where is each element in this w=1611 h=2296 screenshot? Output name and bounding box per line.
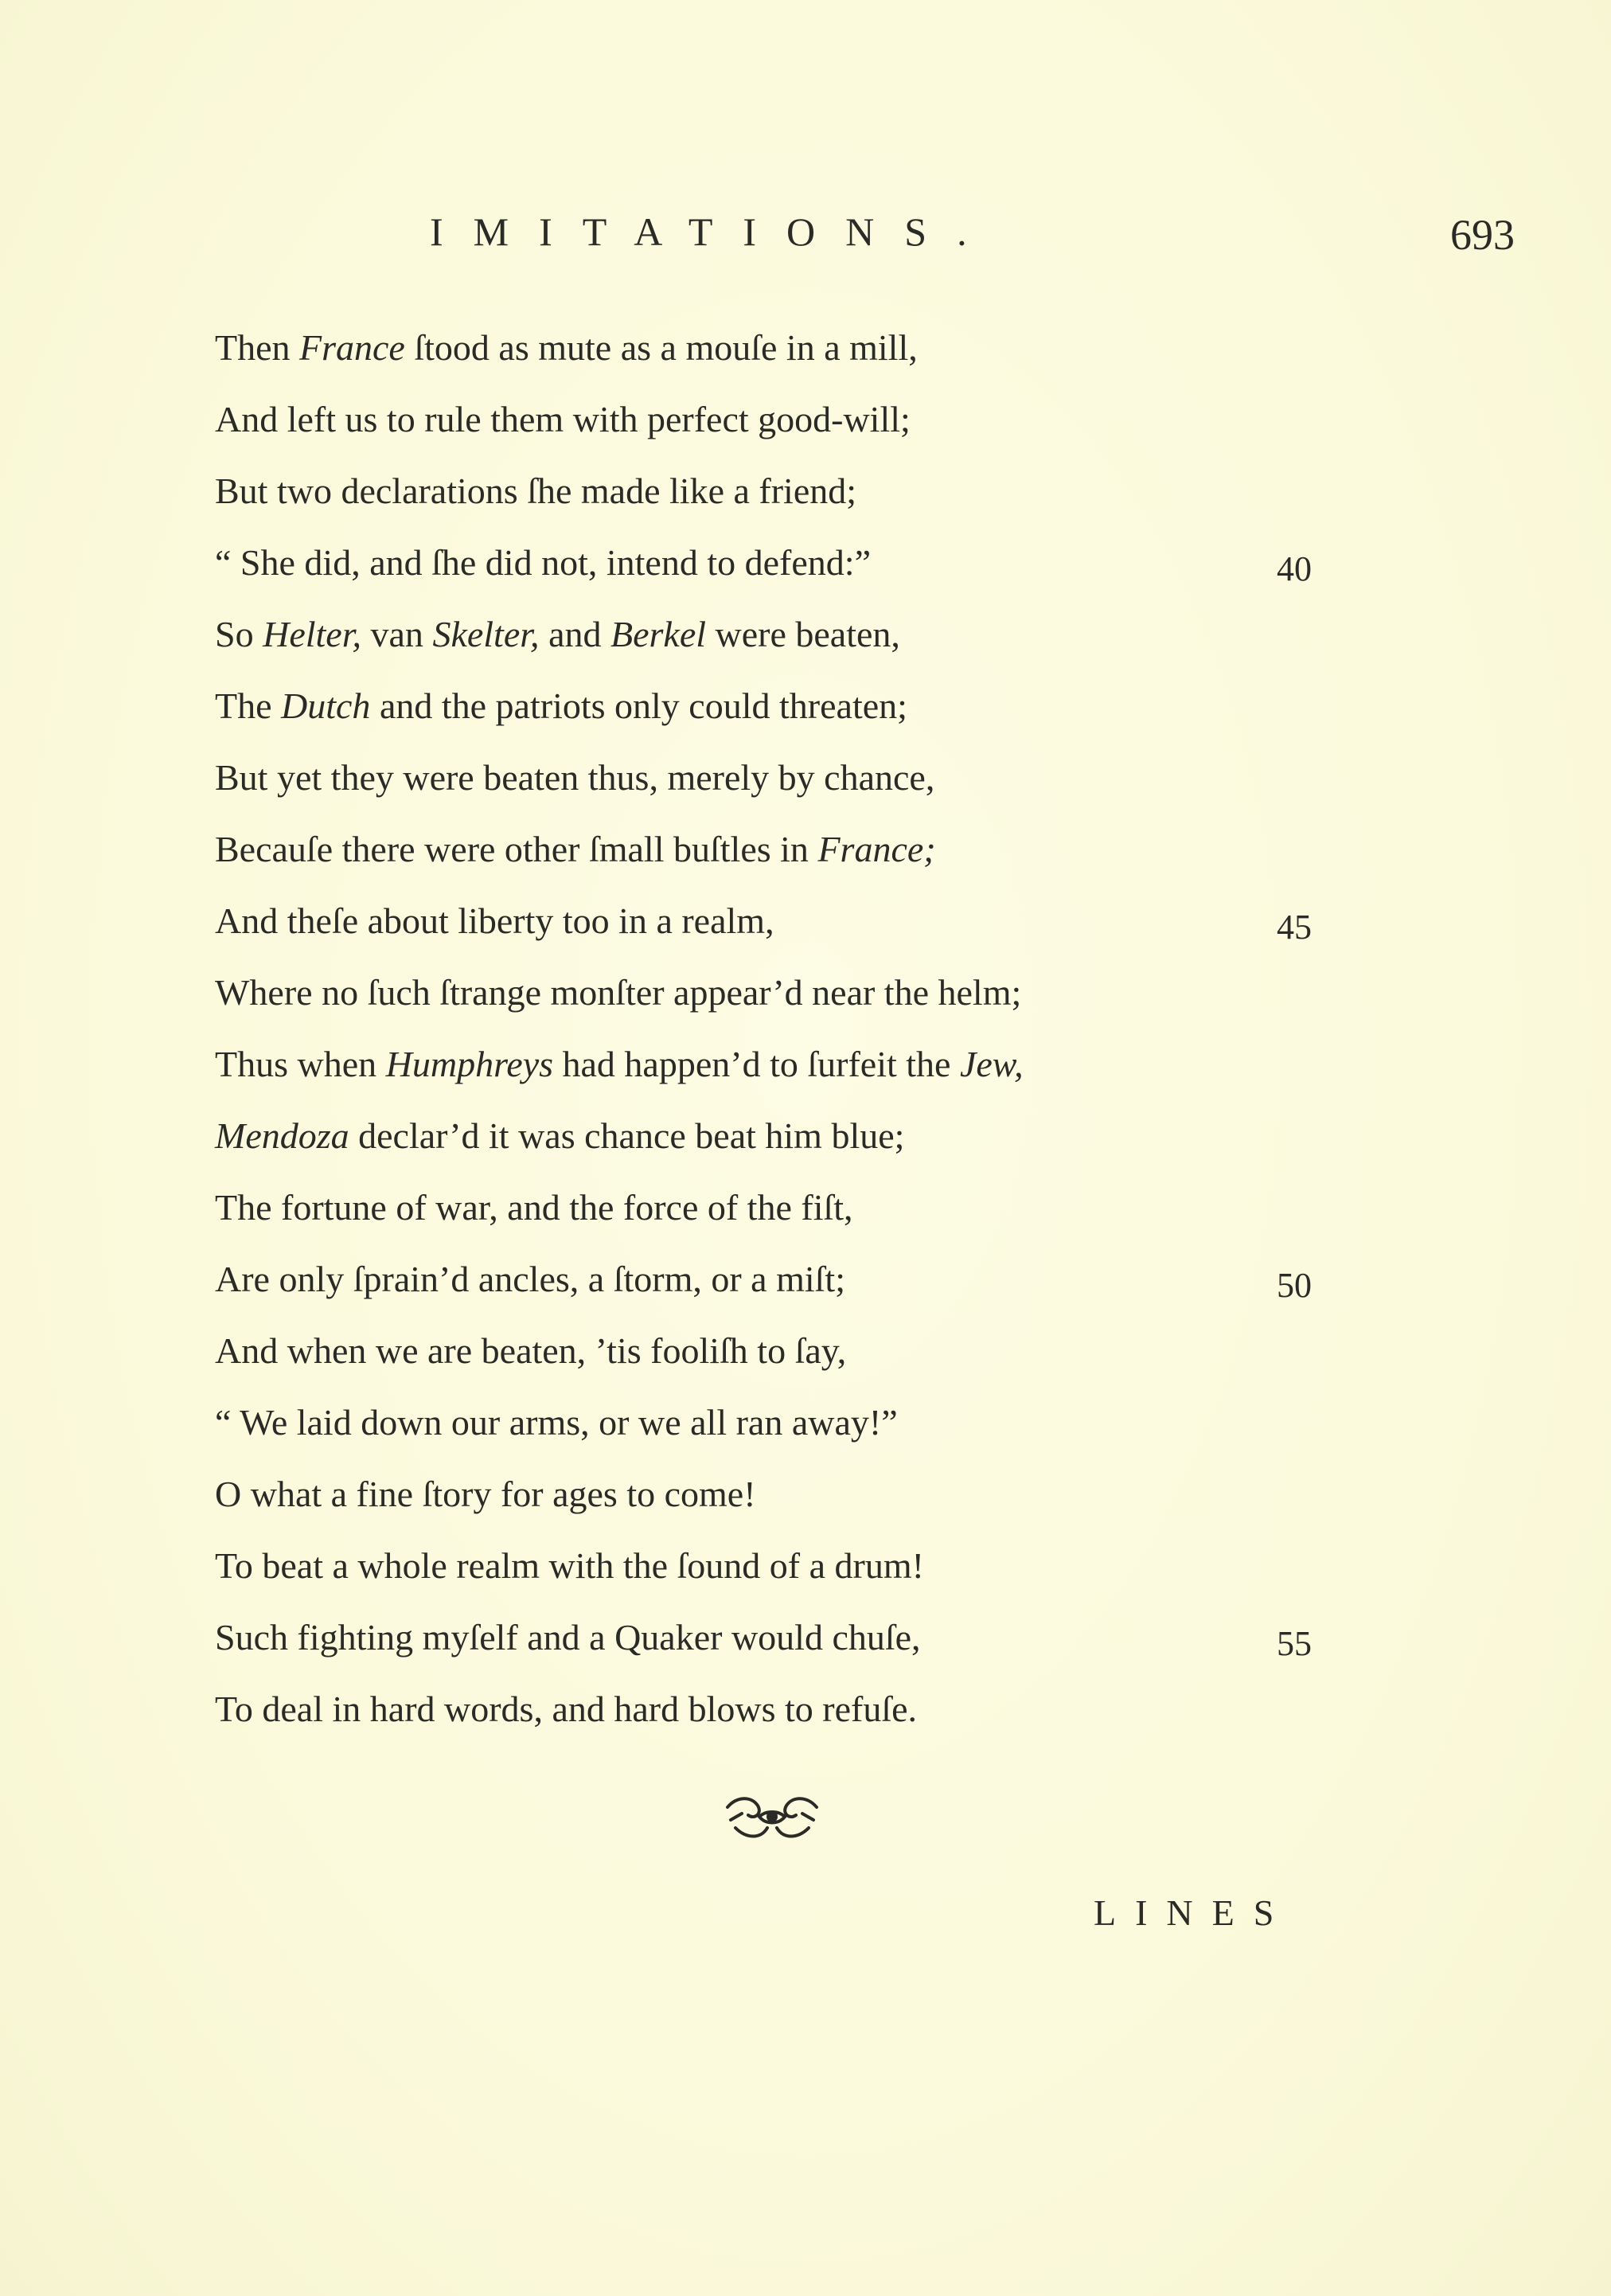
poem-line — [215, 1458, 1393, 1530]
poem-line — [215, 670, 1393, 742]
poem-line — [215, 1100, 1393, 1172]
text-segment: ſtood as mute as a mouſe in a mill, — [404, 327, 918, 368]
poem-line — [215, 1387, 1393, 1458]
poem-line-text — [215, 1474, 756, 1514]
italic-segment: Humphreys — [385, 1044, 554, 1084]
line-number: 45 — [1277, 908, 1312, 947]
poem-line-text — [215, 829, 936, 869]
poem-line — [215, 312, 1393, 384]
poem-line-text — [215, 1259, 845, 1299]
text-segment: Then — [215, 327, 300, 368]
poem-line — [215, 599, 1393, 670]
poem-line — [215, 1315, 1393, 1387]
poem-line-text — [215, 327, 918, 368]
text-segment: And theſe about liberty too in a realm, — [215, 900, 774, 941]
text-segment: declar’d it was chance beat him blue; — [349, 1115, 905, 1156]
text-segment: Thus when — [215, 1044, 386, 1084]
poem-line — [215, 455, 1393, 527]
text-segment: The fortune of war, and the force of the fiſt, — [215, 1187, 853, 1228]
poem-line — [215, 1172, 1393, 1244]
italic-segment: Skelter, — [432, 614, 540, 654]
text-segment: had happen’d to ſurfeit the — [553, 1044, 960, 1084]
italic-segment: France — [299, 327, 405, 368]
italic-segment: France; — [817, 829, 936, 869]
poem-line-text — [215, 1617, 921, 1658]
poem-line — [215, 1029, 1393, 1100]
poem-line-text — [215, 972, 1021, 1013]
italic-segment: Jew, — [959, 1044, 1024, 1084]
running-title: IMITATIONS. — [430, 209, 997, 254]
text-segment: Such fighting myſelf and a Quaker would chuſe, — [215, 1617, 921, 1658]
poem-line-text — [215, 1330, 846, 1371]
text-segment: To beat a whole realm with the ſound of a drum! — [215, 1545, 924, 1586]
text-segment: and — [539, 614, 610, 654]
poem-line-text — [215, 900, 774, 941]
poem-line-text — [215, 1115, 904, 1156]
text-segment: And when we are beaten, ’tis fooliſh to ſay, — [215, 1330, 847, 1371]
line-number: 50 — [1277, 1266, 1312, 1305]
italic-segment: Helter, — [263, 614, 362, 654]
text-segment: To deal in hard words, and hard blows to refuſe. — [215, 1689, 918, 1729]
text-segment: and the patriots only could threaten; — [370, 685, 907, 726]
text-segment: van — [361, 614, 433, 654]
text-segment: And left us to rule them with perfect good-will; — [215, 399, 911, 439]
poem-line-text — [215, 757, 934, 798]
page-number: 693 — [1450, 211, 1515, 259]
poem-line — [215, 885, 1393, 957]
text-segment: were beaten, — [706, 614, 900, 654]
poem-line-text — [215, 1044, 1024, 1084]
italic-segment: Mendoza — [215, 1115, 349, 1156]
text-segment: “ We laid down our arms, or we all ran away!” — [215, 1402, 898, 1443]
line-number: 55 — [1277, 1624, 1312, 1663]
catchword: LINES — [1094, 1892, 1293, 1933]
text-segment: “ She did, and ſhe did not, intend to defend:” — [215, 542, 871, 583]
poem-line — [215, 742, 1393, 814]
text-segment: So — [215, 614, 263, 654]
poem-line-text — [215, 399, 911, 439]
poem-line — [215, 527, 1393, 599]
poem-line-text — [215, 685, 907, 726]
text-segment: O what a fine ſtory for ages to come! — [215, 1474, 756, 1514]
text-segment: Becauſe there were other ſmall buſtles in — [215, 829, 818, 869]
poem-line — [215, 384, 1393, 455]
poem-line-text — [215, 614, 900, 654]
poem-line — [215, 1602, 1393, 1673]
poem-line — [215, 957, 1393, 1029]
text-segment: Where no ſuch ſtrange monſter appear’d near the helm; — [215, 972, 1022, 1013]
text-segment: The — [215, 685, 282, 726]
text-segment: But two declarations ſhe made like a friend; — [215, 471, 857, 511]
poem-line-text — [215, 1545, 924, 1586]
poem-line — [215, 814, 1393, 885]
poem-line-text — [215, 1402, 898, 1443]
poem-line-text — [215, 1689, 917, 1729]
text-segment: But yet they were beaten thus, merely by chance, — [215, 757, 935, 798]
line-number: 40 — [1277, 549, 1312, 588]
poem-line — [215, 1673, 1393, 1745]
poem-line-text — [215, 542, 871, 583]
poem-body — [215, 312, 1393, 1745]
printer-ornament — [720, 1793, 825, 1844]
text-segment: Are only ſprain’d ancles, a ſtorm, or a miſt; — [215, 1259, 845, 1299]
poem-line — [215, 1244, 1393, 1315]
poem-line-text — [215, 1187, 853, 1228]
poem-line — [215, 1530, 1393, 1602]
poem-line-text — [215, 471, 856, 511]
italic-segment: Dutch — [281, 685, 371, 726]
italic-segment: Berkel — [610, 614, 707, 654]
